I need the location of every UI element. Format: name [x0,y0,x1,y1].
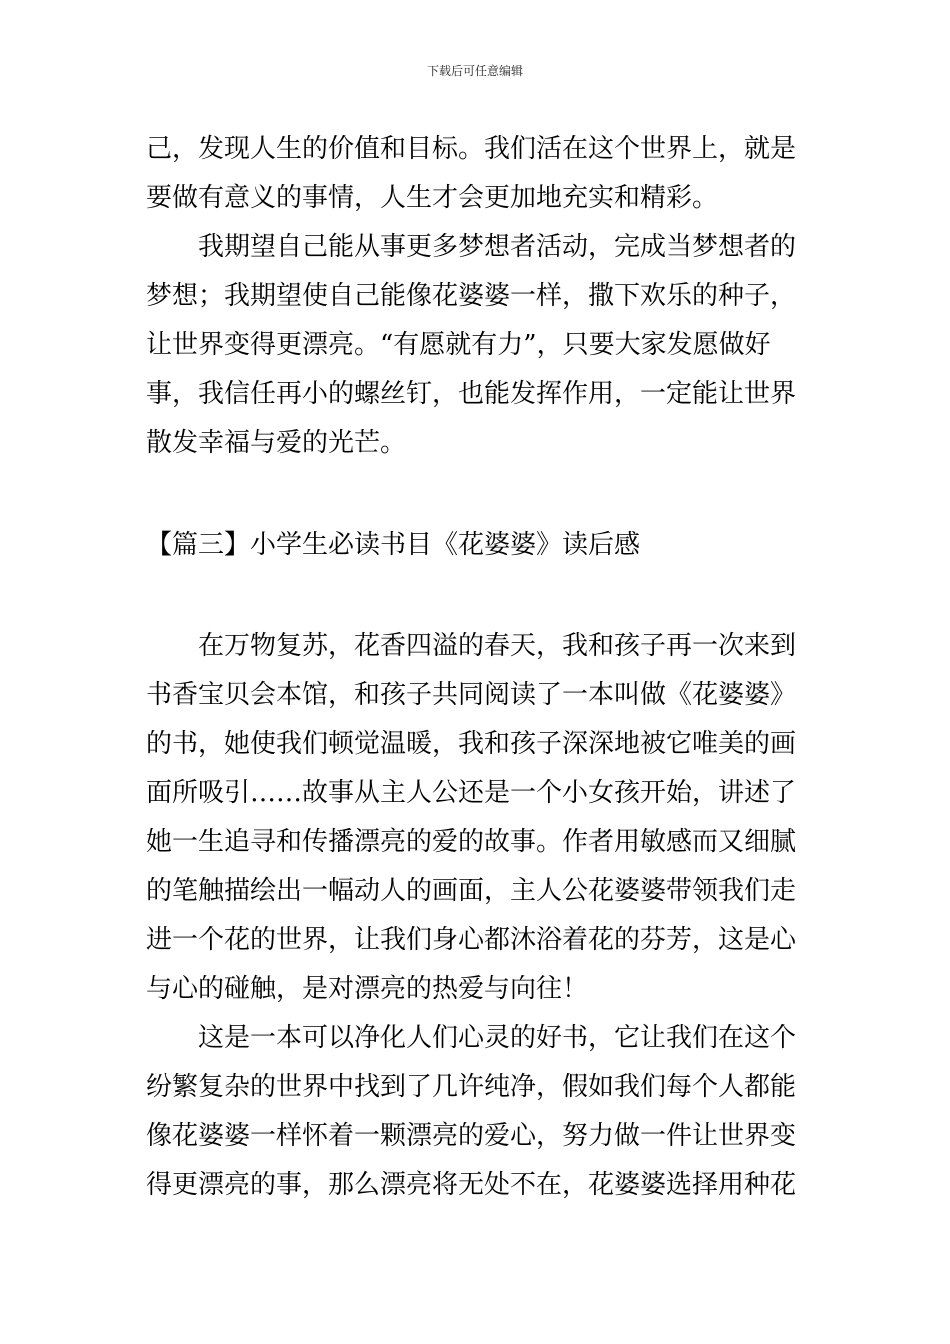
section-text-line: 面所吸引……故事从主人公还是一个小女孩开始，讲述了 [146,778,797,808]
section-text-line: 像花婆婆一样怀着一颗漂亮的爱心，努力做一件让世界变 [146,1121,797,1151]
body-text-line: 要做有意义的事情，人生才会更加地充实和精彩。 [146,183,719,213]
body-text-line: 事，我信任再小的螺丝钉，也能发挥作用，一定能让世界 [146,379,797,409]
section-text-line: 的书，她使我们顿觉温暖，我和孩子深深地被它唯美的画 [146,729,797,759]
section-heading: 【篇三】小学生必读书目《花婆婆》读后感 [146,530,641,560]
page-header: 下载后可任意编辑 [426,64,523,78]
body-text-line: 我期望自己能从事更多梦想者活动，完成当梦想者的 [146,232,797,262]
body-text-line: 让世界变得更漂亮。“有愿就有力”，只要大家发愿做好 [146,330,771,360]
body-text-line: 梦想；我期望使自己能像花婆婆一样，撒下欢乐的种子， [146,281,797,311]
section-text-line: 在万物复苏，花香四溢的春天，我和孩子再一次来到 [146,631,797,661]
section-text-line: 书香宝贝会本馆，和孩子共同阅读了一本叫做《花婆婆》 [146,680,797,710]
section-text-line: 得更漂亮的事，那么漂亮将无处不在，花婆婆选择用种花 [146,1170,797,1200]
section-text-line: 进一个花的世界，让我们身心都沐浴着花的芬芳，这是心 [146,925,797,955]
section-text-line: 纷繁复杂的世界中找到了几许纯净，假如我们每个人都能 [146,1072,797,1102]
body-text-line: 散发幸福与爱的光芒。 [146,428,407,458]
section-text-line: 她一生追寻和传播漂亮的爱的故事。作者用敏感而又细腻 [146,827,797,857]
section-text-line: 的笔触描绘出一幅动人的画面，主人公花婆婆带领我们走 [146,876,797,906]
body-text-line: 己，发现人生的价值和目标。我们活在这个世界上，就是 [146,134,797,164]
section-text-line: 这是一本可以净化人们心灵的好书，它让我们在这个 [146,1023,797,1053]
section-text-line: 与心的碰触，是对漂亮的热爱与向往！ [146,974,589,1004]
